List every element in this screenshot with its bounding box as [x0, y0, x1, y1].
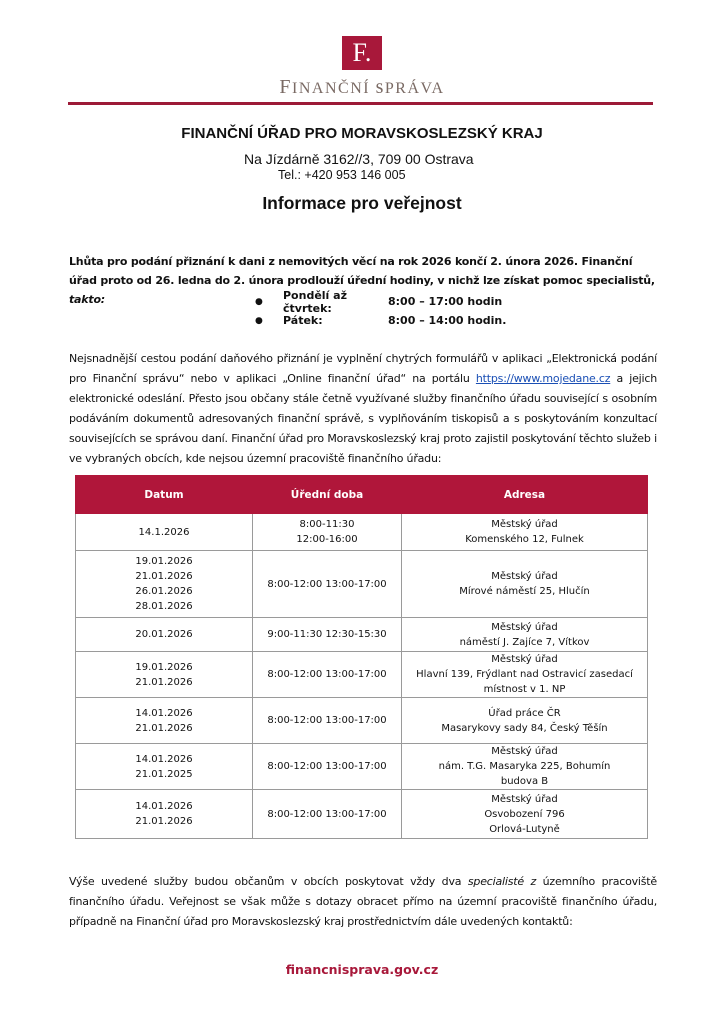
bullet-icon: ● [255, 315, 263, 326]
cell-address [402, 618, 648, 652]
intro-text: Lhůta pro podání přiznání k dani z nemovitých věcí na rok 2026 končí 2. února 2026. Finanční úřad proto od 26. ledna do 2. února prodlouží úřední hodiny, v nichž lze získat pomoc specialistů, [69, 255, 655, 287]
table-row [76, 652, 648, 698]
hours-day: Pondělí až čtvrtek: [283, 288, 347, 315]
hours-time: 8:00 – 17:00 hodin [388, 295, 503, 308]
address-line: nám. T.G. Masaryka 225, Bohumín [438, 761, 611, 772]
address-line: Městský úřad [491, 746, 558, 757]
office-hours-list [255, 288, 507, 330]
column-header-hours: Úřední doba [253, 476, 402, 514]
date-line: 21.01.2026 [135, 571, 193, 582]
column-header-date: Datum [76, 476, 253, 514]
cell-dates [76, 618, 253, 652]
hours-line: 8:00-12:00 13:00-17:00 [267, 578, 387, 590]
para-text: územního pracoviště finančního úřadu. Veřejnost se však může s dotazy obracet přímo na územní pracoviště finančního úřadu, případně na Finanční úřad pro Moravskoslezský kraj prostřednictvím dále uvedených kontaktů: [69, 875, 657, 928]
page-title: Informace pro veřejnost [262, 193, 462, 213]
office-address: Na Jízdárně 3162//3, 709 00 Ostrava [244, 151, 474, 167]
date-line: 21.01.2026 [135, 722, 193, 734]
cell-hours [253, 514, 402, 551]
date-line: 26.01.2026 [135, 586, 193, 597]
address-line: Masarykovy sady 84, Český Těšín [441, 722, 608, 734]
date-line: 21.01.2026 [135, 816, 193, 827]
address-line: místnost v 1. NP [483, 684, 566, 695]
cell-address [402, 652, 648, 698]
date-line: 21.01.2025 [135, 768, 193, 780]
cell-address [402, 698, 648, 744]
table-row [76, 514, 648, 551]
table-row [76, 618, 648, 652]
cell-hours [253, 744, 402, 790]
para-emphasis: specialisté z [467, 875, 537, 888]
info-paragraph [69, 349, 657, 469]
cell-dates [76, 551, 253, 618]
address-line: Městský úřad [491, 519, 558, 530]
bullet-icon: ● [255, 296, 263, 307]
table-row [76, 744, 648, 790]
date-line: 20.01.2026 [135, 629, 193, 640]
cell-address [402, 551, 648, 618]
hours-line: 8:00-11:30 [299, 519, 355, 530]
address-line: Mírové náměstí 25, Hlučín [459, 586, 590, 597]
date-line: 19.01.2026 [135, 661, 193, 673]
schedule-table [75, 475, 648, 839]
cell-hours [253, 652, 402, 698]
hours-day: Pátek: [283, 314, 323, 327]
cell-address [402, 514, 648, 551]
logo-wordmark: FINANČNÍ sPRÁVA [279, 76, 445, 98]
hours-time: 8:00 – 14:00 hodin. [388, 314, 507, 327]
cell-hours [253, 551, 402, 618]
schedule-table-body [76, 514, 648, 839]
hours-line: 8:00-12:00 13:00-17:00 [267, 715, 387, 726]
intro-emphasis: takto: [69, 293, 106, 306]
date-line: 14.1.2026 [138, 526, 190, 538]
address-line: Městský úřad [491, 571, 558, 582]
cell-dates [76, 744, 253, 790]
address-line: Městský úřad [491, 621, 558, 633]
logo-mark: F. [342, 36, 382, 70]
para-text: Výše uvedené služby budou občanům v obcích poskytovat vždy dva [69, 875, 468, 888]
cell-address [402, 744, 648, 790]
mojedane-link[interactable]: https://www.mojedane.cz [475, 372, 611, 385]
date-line: 19.01.2026 [135, 556, 193, 567]
date-line: 14.01.2026 [135, 753, 193, 765]
address-line: Městský úřad [491, 793, 558, 805]
hours-line: 8:00-12:00 13:00-17:00 [267, 761, 387, 772]
footer-website: financnisprava.gov.cz [285, 962, 439, 977]
para-text: Nejsnadnější cestou podání daňového přiznání je vyplnění chytrých formulářů v aplikaci „Elektronická podání pro Finanční správu“ nebo v aplikaci „Online finanční úřad“ na portálu [69, 352, 657, 385]
table-row [76, 551, 648, 618]
address-line: Městský úřad [491, 654, 558, 665]
column-header-address: Adresa [402, 476, 648, 514]
address-line: náměstí J. Zajíce 7, Vítkov [459, 636, 590, 648]
hours-line: 8:00-12:00 13:00-17:00 [267, 808, 387, 820]
office-phone: Tel.: +420 953 146 005 [278, 168, 406, 182]
address-line: Komenského 12, Fulnek [465, 534, 584, 545]
address-line: Osvobození 796 [484, 808, 565, 820]
cell-hours [253, 790, 402, 839]
date-line: 28.01.2026 [135, 601, 193, 612]
closing-paragraph [69, 872, 657, 932]
hours-row [255, 311, 506, 330]
date-line: 14.01.2026 [135, 707, 193, 719]
cell-dates [76, 652, 253, 698]
table-row [76, 698, 648, 744]
cell-hours [253, 698, 402, 744]
date-line: 21.01.2026 [135, 676, 193, 688]
table-header-row [76, 476, 648, 514]
hours-row [255, 288, 506, 315]
cell-hours [253, 618, 402, 652]
cell-dates [76, 790, 253, 839]
date-line: 14.01.2026 [135, 801, 193, 812]
hours-line: 9:00-11:30 12:30-15:30 [267, 629, 387, 640]
logo [0, 36, 724, 99]
address-line: Orlová-Lutyně [489, 823, 560, 835]
office-name: FINANČNÍ ÚŘAD PRO MORAVSKOSLEZSKÝ KRAJ [181, 125, 543, 142]
para-text: a jejich elektronické odeslání. Přesto jsou občany stále četně využívané služby finančního úřadu související s osobním podáváním dokumentů adresovaných finanční správě, s vyplňováním tiskopisů a s poskytováním konzultací souvisejících se správou daní. Finanční úřad pro Moravskoslezský kraj proto zajistil poskytování těchto služeb i ve vybraných obcích, kde nejsou územní pracoviště finančního úřadu: [69, 372, 657, 465]
cell-dates [76, 514, 253, 551]
address-line: Hlavní 139, Frýdlant nad Ostravicí zasedací [416, 669, 633, 680]
hours-line: 8:00-12:00 13:00-17:00 [267, 669, 387, 680]
cell-address [402, 790, 648, 839]
hours-line: 12:00-16:00 [296, 534, 358, 545]
table-row [76, 790, 648, 839]
header-divider [68, 102, 653, 105]
cell-dates [76, 698, 253, 744]
address-line: budova B [500, 776, 549, 787]
address-line: Úřad práce ČR [488, 707, 561, 719]
